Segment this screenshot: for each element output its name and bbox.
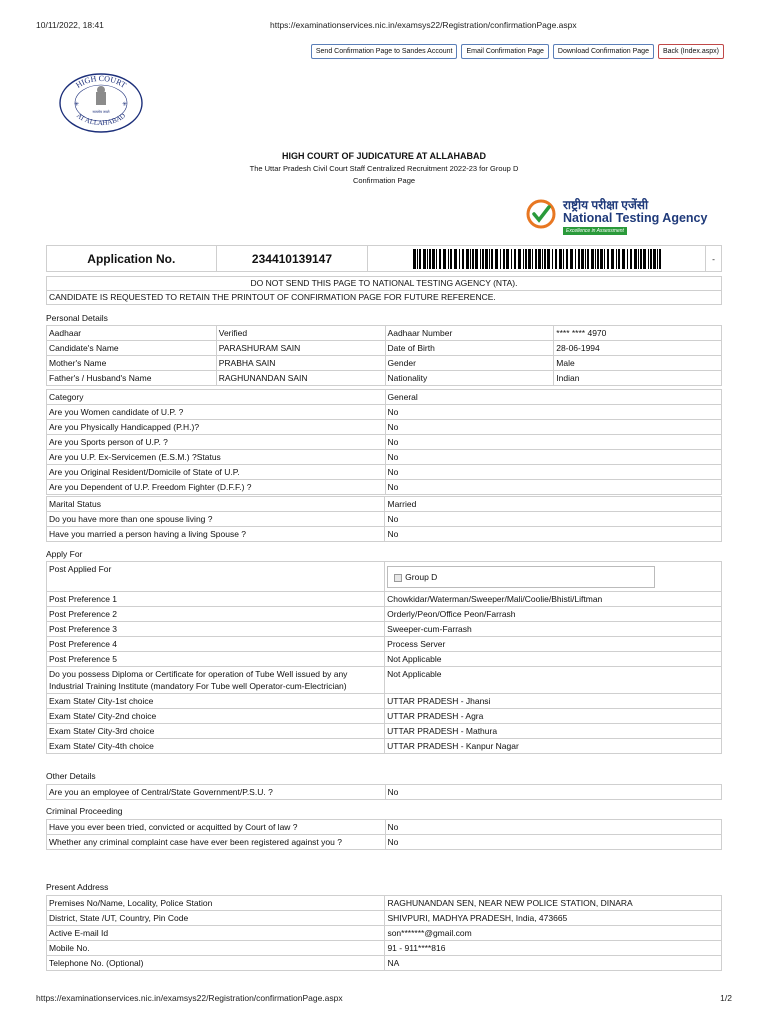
- field-value: No: [385, 820, 721, 835]
- email-confirmation-button[interactable]: Email Confirmation Page: [461, 44, 548, 59]
- table-row: [47, 405, 722, 420]
- field-label: Candidate's Name: [47, 341, 217, 356]
- send-sandes-button[interactable]: Send Confirmation Page to Sandes Account: [311, 44, 458, 59]
- field-value: Orderly/Peon/Office Peon/Farrash: [385, 607, 722, 622]
- present-address-table: [46, 895, 722, 971]
- action-toolbar: [311, 44, 724, 59]
- field-label: Mobile No.: [47, 941, 385, 956]
- personal-details-heading: Personal Details: [46, 313, 108, 323]
- page-titles: [0, 151, 768, 185]
- table-row: [47, 341, 722, 356]
- table-row: [47, 637, 722, 652]
- table-row: [47, 724, 722, 739]
- field-value: Process Server: [385, 637, 722, 652]
- print-url: https://examinationservices.nic.in/examsys22/Registration/confirmationPage.aspx: [270, 20, 577, 30]
- table-row: [47, 480, 722, 495]
- field-value: Married: [385, 497, 722, 512]
- criminal-table: [46, 819, 722, 850]
- svg-text:AT ALLAHABAD: AT ALLAHABAD: [74, 111, 128, 128]
- field-value: No: [385, 785, 721, 800]
- table-row: [47, 667, 722, 694]
- field-value: Not Applicable: [385, 652, 722, 667]
- table-row: [47, 622, 722, 637]
- exam-title: The Uttar Pradesh Civil Court Staff Centralized Recruitment 2022-23 for Group D: [249, 164, 519, 173]
- table-row: [47, 512, 722, 527]
- field-label: Do you possess Diploma or Certificate for operation of Tube Well issued by any Industrial Training Institute (mandatory For Tube well Operator-cum-Electrician): [47, 667, 385, 694]
- field-value: No: [385, 512, 722, 527]
- field-value: Not Applicable: [385, 667, 722, 694]
- field-value: No: [385, 527, 722, 542]
- field-value: Chowkidar/Waterman/Sweeper/Mali/Coolie/Bhisti/Liftman: [385, 592, 722, 607]
- field-label: Exam State/ City-4th choice: [47, 739, 385, 754]
- table-row: [47, 465, 722, 480]
- post-applied-cell: [385, 562, 722, 592]
- field-label: Gender: [385, 356, 554, 371]
- field-value: UTTAR PRADESH - Kanpur Nagar: [385, 739, 722, 754]
- field-label: Post Preference 1: [47, 592, 385, 607]
- table-row: [47, 926, 722, 941]
- field-value: No: [385, 405, 721, 420]
- apply-for-table: [46, 561, 722, 754]
- application-block: [46, 245, 722, 272]
- nta-logo: [526, 196, 726, 236]
- field-label: Post Preference 2: [47, 607, 385, 622]
- field-label: Telephone No. (Optional): [47, 956, 385, 971]
- field-label: Premises No/Name, Locality, Police Station: [47, 896, 385, 911]
- field-value: SHIVPURI, MADHYA PRADESH, India, 473665: [385, 911, 722, 926]
- field-label: Are you Physically Handicapped (P.H.)?: [47, 420, 386, 435]
- field-value: Sweeper-cum-Farrash: [385, 622, 722, 637]
- table-row: [47, 356, 722, 371]
- table-row: [47, 739, 722, 754]
- table-row: [47, 390, 722, 405]
- field-label: Exam State/ City-3rd choice: [47, 724, 385, 739]
- table-row: [47, 420, 722, 435]
- nta-english-name: National Testing Agency: [563, 211, 708, 225]
- field-label: Marital Status: [47, 497, 385, 512]
- field-label: Exam State/ City-2nd choice: [47, 709, 385, 724]
- table-row: [47, 326, 722, 341]
- field-value: No: [385, 835, 721, 850]
- field-value: General: [385, 390, 721, 405]
- field-value: 28-06-1994: [554, 341, 722, 356]
- nta-hindi-name: राष्ट्रीय परीक्षा एजेंसी: [563, 198, 649, 212]
- marital-table: [46, 496, 722, 542]
- field-label: Whether any criminal complaint case have ever been registered against you ?: [47, 835, 386, 850]
- field-value: UTTAR PRADESH - Agra: [385, 709, 722, 724]
- table-row: [47, 941, 722, 956]
- field-label: Date of Birth: [385, 341, 554, 356]
- svg-text:✳: ✳: [74, 102, 80, 108]
- field-label: Post Preference 5: [47, 652, 385, 667]
- post-checkbox-group: [387, 566, 655, 588]
- table-row: [47, 435, 722, 450]
- svg-text:✳: ✳: [122, 102, 128, 108]
- table-row: [47, 785, 722, 800]
- field-value: RAGHUNANDAN SAIN: [216, 371, 385, 386]
- field-label: Are you Sports person of U.P. ?: [47, 435, 386, 450]
- field-value: UTTAR PRADESH - Mathura: [385, 724, 722, 739]
- table-row: [47, 497, 722, 512]
- field-label: Category: [47, 390, 386, 405]
- personal-details-table: [46, 325, 722, 386]
- field-value: No: [385, 480, 721, 495]
- table-row: [47, 835, 722, 850]
- field-label: Mother's Name: [47, 356, 217, 371]
- field-label: Are you Women candidate of U.P. ?: [47, 405, 386, 420]
- page-number: 1/2: [720, 993, 732, 1003]
- field-label: Post Preference 3: [47, 622, 385, 637]
- high-court-seal-icon: [58, 72, 144, 134]
- field-value: No: [385, 465, 721, 480]
- category-table: [46, 389, 722, 495]
- criminal-heading: Criminal Proceeding: [46, 806, 123, 816]
- field-label: Have you ever been tried, convicted or acquitted by Court of law ?: [47, 820, 386, 835]
- table-row: [47, 450, 722, 465]
- svg-text:सत्यमेव जयते: सत्यमेव जयते: [92, 110, 110, 114]
- present-address-heading: Present Address: [46, 882, 109, 892]
- field-value: PARASHURAM SAIN: [216, 341, 385, 356]
- field-value: RAGHUNANDAN SEN, NEAR NEW POLICE STATION, DINARA: [385, 896, 722, 911]
- field-value: NA: [385, 956, 722, 971]
- field-value: UTTAR PRADESH - Jhansi: [385, 694, 722, 709]
- field-label: Aadhaar: [47, 326, 217, 341]
- table-row: [47, 607, 722, 622]
- org-title: HIGH COURT OF JUDICATURE AT ALLAHABAD: [282, 151, 486, 161]
- table-row: [47, 820, 722, 835]
- print-footer: [36, 993, 732, 1003]
- field-value: 91 - 911****816: [385, 941, 722, 956]
- application-dash: -: [706, 246, 722, 272]
- field-label: Are you Dependent of U.P. Freedom Fighter (D.F.F.) ?: [47, 480, 386, 495]
- print-header: [36, 20, 732, 30]
- field-value: **** **** 4970: [554, 326, 722, 341]
- table-row: [47, 371, 722, 386]
- post-applied-value: Group D: [405, 572, 438, 582]
- field-label: Father's / Husband's Name: [47, 371, 217, 386]
- table-row: [47, 652, 722, 667]
- post-applied-label: Post Applied For: [47, 562, 385, 592]
- apply-for-heading: Apply For: [46, 549, 83, 559]
- field-value: Male: [554, 356, 722, 371]
- download-confirmation-button[interactable]: Download Confirmation Page: [553, 44, 654, 59]
- field-value: No: [385, 450, 721, 465]
- table-row: [47, 956, 722, 971]
- nta-emblem-icon: [526, 199, 556, 229]
- field-value: No: [385, 420, 721, 435]
- barcode-icon: [413, 249, 661, 269]
- notices-block: [46, 276, 722, 305]
- field-label: Have you married a person having a living Spouse ?: [47, 527, 385, 542]
- print-datetime: 10/11/2022, 18:41: [36, 20, 104, 30]
- field-label: Post Preference 4: [47, 637, 385, 652]
- field-value: PRABHA SAIN: [216, 356, 385, 371]
- field-label: Exam State/ City-1st choice: [47, 694, 385, 709]
- field-label: Are you an employee of Central/State Government/P.S.U. ?: [47, 785, 386, 800]
- other-details-heading: Other Details: [46, 771, 96, 781]
- application-number: 234410139147: [216, 246, 368, 272]
- field-label: Are you Original Resident/Domicile of State of U.P.: [47, 465, 386, 480]
- nta-tagline: Excellence in Assessment: [563, 227, 627, 235]
- table-row: [47, 896, 722, 911]
- page-subtitle: Confirmation Page: [352, 176, 416, 185]
- application-label: Application No.: [47, 246, 217, 272]
- svg-text:HIGH COURT: HIGH COURT: [74, 73, 128, 90]
- field-label: Nationality: [385, 371, 554, 386]
- field-value: Indian: [554, 371, 722, 386]
- field-label: Active E-mail Id: [47, 926, 385, 941]
- group-d-checkbox[interactable]: [394, 574, 402, 582]
- table-row: [47, 911, 722, 926]
- notice-retain: CANDIDATE IS REQUESTED TO RETAIN THE PRINTOUT OF CONFIRMATION PAGE FOR FUTURE REFERENCE.: [47, 291, 722, 305]
- barcode-cell: [368, 246, 706, 272]
- table-row: [47, 562, 722, 592]
- field-value: Verified: [216, 326, 385, 341]
- field-label: Aadhaar Number: [385, 326, 554, 341]
- field-label: Are you U.P. Ex-Servicemen (E.S.M.) ?Status: [47, 450, 386, 465]
- other-details-table: [46, 784, 722, 800]
- back-button[interactable]: Back (Index.aspx): [658, 44, 724, 59]
- table-row: [47, 592, 722, 607]
- footer-url: https://examinationservices.nic.in/examsys22/Registration/confirmationPage.aspx: [36, 993, 343, 1003]
- table-row: [47, 527, 722, 542]
- field-label: District, State /UT, Country, Pin Code: [47, 911, 385, 926]
- table-row: [47, 709, 722, 724]
- notice-no-send: DO NOT SEND THIS PAGE TO NATIONAL TESTING AGENCY (NTA).: [47, 277, 722, 291]
- field-value: No: [385, 435, 721, 450]
- field-value: son*******@gmail.com: [385, 926, 722, 941]
- field-label: Do you have more than one spouse living ?: [47, 512, 385, 527]
- table-row: [47, 694, 722, 709]
